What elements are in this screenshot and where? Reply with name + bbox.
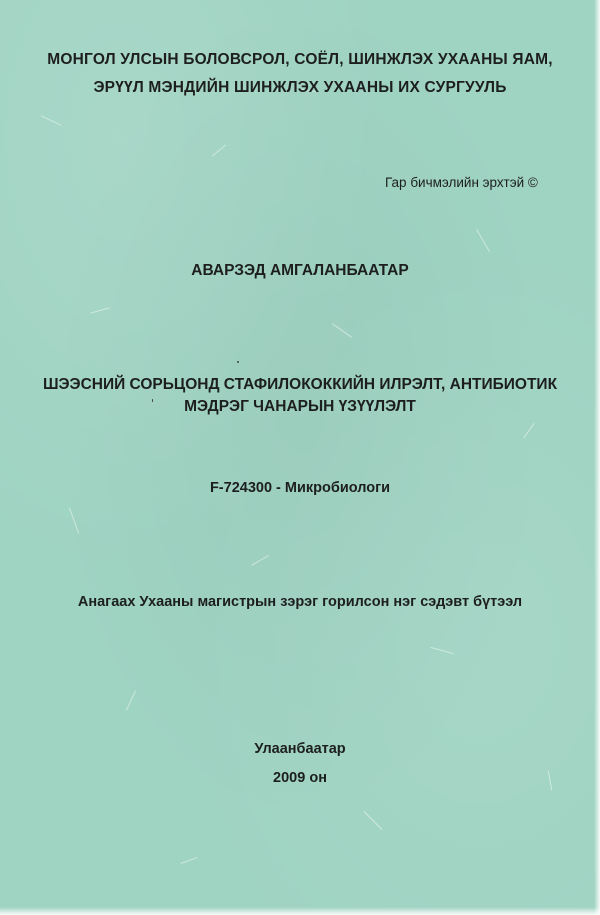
paper-fiber <box>251 555 269 566</box>
page-right-edge <box>594 0 600 915</box>
paper-fiber <box>126 690 136 710</box>
paper-fiber <box>90 307 110 313</box>
paper-fiber <box>332 323 352 338</box>
paper-fiber <box>430 647 453 654</box>
paper-fiber <box>69 507 80 534</box>
copyright-notice: Гар бичмэлийн эрхтэй © <box>385 175 538 190</box>
specialty-code: F-724300 - Микробиологи <box>209 480 391 496</box>
ministry-name-line-1: МОНГОЛ УЛСЫН БОЛОВСРОЛ, СОЁЛ, ШИНЖЛЭХ УХААНЫ ЯАМ, <box>47 51 553 68</box>
paper-fiber <box>523 423 534 438</box>
city-name: Улаанбаатар <box>254 741 346 757</box>
paper-speck <box>237 361 239 363</box>
paper-fiber <box>476 229 490 252</box>
paper-fiber <box>180 857 197 864</box>
page-bottom-edge <box>0 907 600 915</box>
thesis-title-line-1: ШЭЭСНИЙ СОРЬЦОНД СТАФИЛОКОККИЙН ИЛРЭЛТ, АНТИБИОТИК <box>42 376 558 393</box>
degree-statement: Анагаах Ухааны магистрын зэрэг горилсон нэг сэдэвт бүтээл <box>77 594 523 610</box>
paper-fiber <box>41 115 61 125</box>
thesis-title-line-2: МЭДРЭГ ЧАНАРЫН ҮЗҮҮЛЭЛТ <box>184 398 416 415</box>
author-name: АВАРЗЭД АМГАЛАНБААТАР <box>191 262 409 279</box>
paper-fiber <box>363 811 382 830</box>
publication-year: 2009 он <box>273 770 327 786</box>
university-name-line-2: ЭРҮҮЛ МЭНДИЙН ШИНЖЛЭХ УХААНЫ ИХ СУРГУУЛЬ <box>93 79 507 96</box>
paper-fiber <box>212 144 226 156</box>
